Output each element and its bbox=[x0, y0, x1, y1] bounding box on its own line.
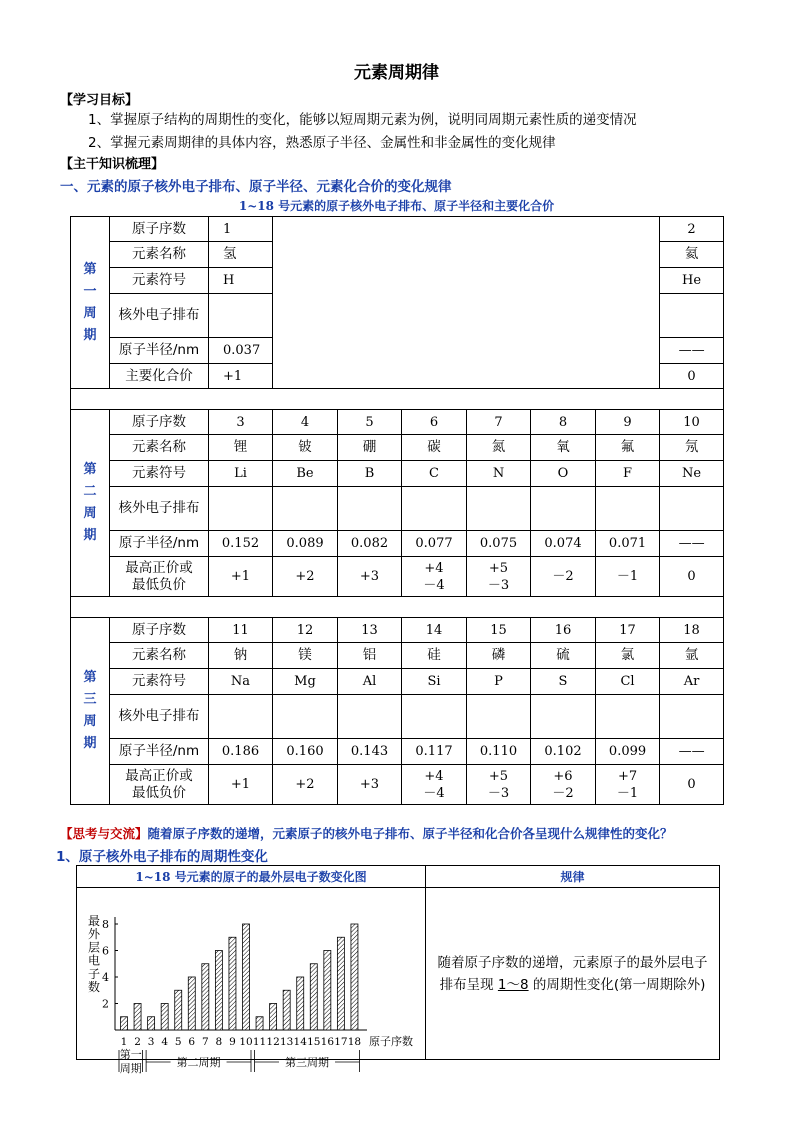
bar bbox=[175, 990, 182, 1030]
page-title: 元素周期律 bbox=[354, 63, 439, 83]
rule-range: 1～8 bbox=[497, 976, 529, 993]
element-cell: +5 －3 bbox=[467, 557, 531, 597]
element-cell: Ar bbox=[660, 669, 724, 695]
row-label: 原子半径/nm bbox=[110, 739, 209, 765]
element-cell: 12 bbox=[273, 618, 338, 643]
think-tag: 【思考与交流】 bbox=[60, 826, 148, 841]
knowledge-header: 【主干知识梳理】 bbox=[60, 157, 165, 172]
element-cell: 5 bbox=[338, 410, 402, 435]
x-tick-label: 13 bbox=[279, 1036, 294, 1048]
x-axis-label: 原子序数 bbox=[369, 1035, 413, 1048]
element-cell: 0.077 bbox=[402, 531, 467, 557]
bar bbox=[337, 937, 344, 1030]
element-cell: O bbox=[531, 461, 596, 487]
element-cell: 0 bbox=[660, 364, 724, 389]
x-tick-label: 15 bbox=[307, 1036, 321, 1048]
element-cell bbox=[660, 487, 724, 531]
element-cell: 0.143 bbox=[338, 739, 402, 765]
row-label: 最高正价或 最低负价 bbox=[110, 557, 209, 597]
bar bbox=[243, 924, 250, 1030]
x-tick-label: 1 bbox=[120, 1036, 128, 1048]
bar bbox=[148, 1017, 155, 1030]
element-cell: 3 bbox=[209, 410, 273, 435]
y-tick-label: 2 bbox=[102, 997, 109, 1011]
element-cell: He bbox=[660, 268, 724, 294]
element-cell: Ne bbox=[660, 461, 724, 487]
row-label: 元素名称 bbox=[110, 643, 209, 669]
element-cell: 6 bbox=[402, 410, 467, 435]
element-cell: +2 bbox=[273, 765, 338, 805]
element-cell: 硼 bbox=[338, 435, 402, 461]
element-cell: 氮 bbox=[467, 435, 531, 461]
think-text: 随着原子序数的递增，元素原子的核外电子排布、原子半径和化合价各呈现什么规律性的变化？ bbox=[147, 826, 673, 841]
element-cell: 13 bbox=[338, 618, 402, 643]
element-cell: 0.117 bbox=[402, 739, 467, 765]
x-tick-label: 16 bbox=[320, 1036, 335, 1048]
rule-cell bbox=[426, 888, 720, 1060]
y-axis-label-char: 子 bbox=[87, 966, 101, 981]
element-cell: +3 bbox=[338, 557, 402, 597]
element-cell: —— bbox=[660, 338, 724, 364]
x-tick-label: 9 bbox=[229, 1036, 236, 1048]
element-cell: +7 －1 bbox=[596, 765, 660, 805]
element-cell: 7 bbox=[467, 410, 531, 435]
table-row bbox=[71, 669, 724, 695]
element-cell bbox=[467, 487, 531, 531]
subsection-1-title: 1、原子核外电子排布的周期性变化 bbox=[56, 849, 268, 865]
element-cell: 镁 bbox=[273, 643, 338, 669]
objectives-header: 【学习目标】 bbox=[60, 93, 139, 108]
element-cell: 0.071 bbox=[596, 531, 660, 557]
y-axis-label-char: 数 bbox=[87, 980, 101, 994]
row-label: 最高正价或 最低负价 bbox=[110, 765, 209, 805]
bar bbox=[297, 977, 304, 1030]
row-label: 原子半径/nm bbox=[110, 338, 209, 364]
row-label: 核外电子排布 bbox=[110, 294, 209, 338]
element-cell: —— bbox=[660, 739, 724, 765]
y-tick-label: 6 bbox=[102, 944, 109, 958]
element-cell: 9 bbox=[596, 410, 660, 435]
element-cell: +2 bbox=[273, 557, 338, 597]
row-label: 原子序数 bbox=[110, 217, 209, 242]
row-label: 主要化合价 bbox=[110, 364, 209, 389]
element-cell bbox=[209, 487, 273, 531]
element-cell: Cl bbox=[596, 669, 660, 695]
element-cell: +1 bbox=[209, 364, 273, 389]
y-axis-label-char: 电 bbox=[87, 953, 101, 968]
table-row bbox=[71, 557, 724, 597]
element-cell: P bbox=[467, 669, 531, 695]
element-cell: 钠 bbox=[209, 643, 273, 669]
x-tick-label: 8 bbox=[215, 1036, 223, 1048]
element-cell: +6 －2 bbox=[531, 765, 596, 805]
element-cell: 氟 bbox=[596, 435, 660, 461]
element-cell: +4 －4 bbox=[402, 765, 467, 805]
element-cell: 0.075 bbox=[467, 531, 531, 557]
element-cell: 氧 bbox=[531, 435, 596, 461]
element-cell bbox=[531, 487, 596, 531]
rule-header: 规律 bbox=[426, 866, 720, 888]
row-label: 元素符号 bbox=[110, 669, 209, 695]
element-cell: 氖 bbox=[660, 435, 724, 461]
element-cell: 氩 bbox=[660, 643, 724, 669]
element-cell bbox=[273, 487, 338, 531]
element-cell: —— bbox=[660, 531, 724, 557]
x-tick-label: 5 bbox=[174, 1036, 182, 1048]
period-spacer bbox=[71, 597, 724, 618]
period-label: 第一 bbox=[119, 1048, 142, 1061]
element-cell: Li bbox=[209, 461, 273, 487]
chart-cell bbox=[77, 888, 426, 1075]
x-tick-label: 18 bbox=[347, 1036, 362, 1048]
row-label: 原子序数 bbox=[110, 410, 209, 435]
table-row bbox=[71, 739, 724, 765]
element-cell: 0.099 bbox=[596, 739, 660, 765]
element-cell bbox=[402, 695, 467, 739]
element-cell: －1 bbox=[596, 557, 660, 597]
element-cell: 氢 bbox=[209, 242, 273, 268]
element-cell: 16 bbox=[531, 618, 596, 643]
element-cell: 2 bbox=[660, 217, 724, 242]
bar bbox=[188, 977, 195, 1030]
bar bbox=[351, 924, 358, 1030]
bar bbox=[324, 951, 331, 1031]
blank-area bbox=[273, 217, 660, 389]
x-tick-label: 12 bbox=[266, 1036, 280, 1048]
element-cell bbox=[273, 695, 338, 739]
element-cell bbox=[596, 695, 660, 739]
element-cell: 硫 bbox=[531, 643, 596, 669]
table-row bbox=[71, 487, 724, 531]
element-cell: 0.160 bbox=[273, 739, 338, 765]
section-1-title: 一、元素的原子核外电子排布、原子半径、元素化合价的变化规律 bbox=[60, 179, 452, 195]
element-cell bbox=[402, 487, 467, 531]
element-cell: Al bbox=[338, 669, 402, 695]
element-cell: Mg bbox=[273, 669, 338, 695]
element-cell bbox=[209, 695, 273, 739]
table-row bbox=[71, 643, 724, 669]
rule-text bbox=[426, 952, 719, 996]
element-cell bbox=[660, 294, 724, 338]
element-cell: 铍 bbox=[273, 435, 338, 461]
bar bbox=[283, 990, 290, 1030]
chart-header: 1~18 号元素的原子的最外层电子数变化图 bbox=[77, 866, 426, 888]
period-label: 第三周期 bbox=[285, 1056, 329, 1069]
element-cell: 17 bbox=[596, 618, 660, 643]
element-cell: 11 bbox=[209, 618, 273, 643]
row-label: 元素名称 bbox=[110, 242, 209, 268]
element-cell: 0.102 bbox=[531, 739, 596, 765]
y-tick-label: 4 bbox=[102, 971, 109, 984]
y-axis-label-char: 最 bbox=[87, 914, 101, 928]
objective-1: 1、掌握原子结构的周期性的变化，能够以短周期元素为例，说明同周期元素性质的递变情况 bbox=[88, 112, 637, 128]
element-cell: 锂 bbox=[209, 435, 273, 461]
x-tick-label: 14 bbox=[293, 1036, 307, 1048]
element-cell bbox=[209, 294, 273, 338]
element-cell: 硅 bbox=[402, 643, 467, 669]
element-cell: N bbox=[467, 461, 531, 487]
element-cell: 氯 bbox=[596, 643, 660, 669]
element-cell: 0 bbox=[660, 765, 724, 805]
row-label: 原子序数 bbox=[110, 618, 209, 643]
table-row bbox=[71, 410, 724, 435]
period-spacer bbox=[71, 389, 724, 410]
element-cell: －2 bbox=[531, 557, 596, 597]
element-cell: B bbox=[338, 461, 402, 487]
row-label: 核外电子排布 bbox=[110, 487, 209, 531]
bar bbox=[134, 1004, 141, 1031]
x-tick-label: 3 bbox=[147, 1036, 155, 1048]
x-tick-label: 7 bbox=[201, 1036, 209, 1048]
element-cell bbox=[660, 695, 724, 739]
bar bbox=[256, 1017, 263, 1030]
element-cell: 15 bbox=[467, 618, 531, 643]
bar bbox=[310, 964, 317, 1030]
element-cell: +5 －3 bbox=[467, 765, 531, 805]
element-cell: 0.089 bbox=[273, 531, 338, 557]
element-cell: +4 －4 bbox=[402, 557, 467, 597]
rule-suffix: 的周期性变化(第一周期除外) bbox=[528, 976, 706, 993]
element-cell: 0.082 bbox=[338, 531, 402, 557]
element-cell: 10 bbox=[660, 410, 724, 435]
element-cell: Be bbox=[273, 461, 338, 487]
element-cell: 8 bbox=[531, 410, 596, 435]
bar bbox=[121, 1017, 128, 1030]
bar bbox=[270, 1004, 277, 1031]
element-cell: 0 bbox=[660, 557, 724, 597]
outer-electron-chart bbox=[77, 888, 426, 1075]
objective-2: 2、掌握元素周期律的具体内容，熟悉原子半径、金属性和非金属性的变化规律 bbox=[88, 135, 556, 151]
element-cell: +3 bbox=[338, 765, 402, 805]
element-cell bbox=[338, 695, 402, 739]
x-tick-label: 11 bbox=[252, 1036, 267, 1048]
bar bbox=[215, 951, 222, 1031]
element-cell: 18 bbox=[660, 618, 724, 643]
element-cell bbox=[338, 487, 402, 531]
element-cell: +1 bbox=[209, 557, 273, 597]
element-cell: F bbox=[596, 461, 660, 487]
element-cell: C bbox=[402, 461, 467, 487]
element-cell: +1 bbox=[209, 765, 273, 805]
element-cell: Si bbox=[402, 669, 467, 695]
x-tick-label: 2 bbox=[134, 1036, 141, 1048]
rule-prefix: 随着原子序数的递增，元素原子的最外层电子排布呈现 bbox=[437, 954, 708, 993]
table-row bbox=[71, 461, 724, 487]
element-cell: 0.074 bbox=[531, 531, 596, 557]
table-row bbox=[71, 695, 724, 739]
period-label: 第二周期 bbox=[176, 1056, 221, 1069]
period-label: 第 三 周 期 bbox=[71, 618, 110, 805]
table-caption: 1~18 号元素的原子核外电子排布、原子半径和主要化合价 bbox=[238, 199, 555, 213]
element-cell: 铝 bbox=[338, 643, 402, 669]
row-label: 原子半径/nm bbox=[110, 531, 209, 557]
element-cell: 4 bbox=[273, 410, 338, 435]
x-tick-label: 4 bbox=[161, 1036, 169, 1048]
element-cell: H bbox=[209, 268, 273, 294]
element-cell: 0.152 bbox=[209, 531, 273, 557]
row-label: 元素名称 bbox=[110, 435, 209, 461]
y-axis-label-char: 外 bbox=[87, 927, 101, 942]
row-label: 元素符号 bbox=[110, 268, 209, 294]
row-label: 元素符号 bbox=[110, 461, 209, 487]
table-row bbox=[71, 765, 724, 805]
period-label: 周期 bbox=[119, 1062, 142, 1075]
y-tick-label: 8 bbox=[102, 918, 109, 931]
periodic-table bbox=[70, 216, 724, 805]
x-tick-label: 10 bbox=[239, 1036, 253, 1048]
table-row bbox=[71, 217, 724, 242]
element-cell bbox=[531, 695, 596, 739]
element-cell: Na bbox=[209, 669, 273, 695]
element-cell: 14 bbox=[402, 618, 467, 643]
element-cell: 0.037 bbox=[209, 338, 273, 364]
element-cell: 氦 bbox=[660, 242, 724, 268]
bar bbox=[161, 1004, 168, 1031]
bar bbox=[202, 964, 209, 1030]
row-label: 核外电子排布 bbox=[110, 695, 209, 739]
element-cell bbox=[596, 487, 660, 531]
table-row bbox=[71, 531, 724, 557]
period-label: 第 二 周 期 bbox=[71, 410, 110, 597]
table-row bbox=[71, 435, 724, 461]
element-cell: 磷 bbox=[467, 643, 531, 669]
period-label: 第 一 周 期 bbox=[71, 217, 110, 389]
element-cell: 碳 bbox=[402, 435, 467, 461]
element-cell: 0.110 bbox=[467, 739, 531, 765]
bar bbox=[229, 937, 236, 1030]
outer-electron-table bbox=[76, 865, 720, 1075]
y-axis-label-char: 层 bbox=[87, 940, 101, 955]
x-tick-label: 6 bbox=[188, 1036, 196, 1048]
think-exchange bbox=[60, 824, 673, 842]
element-cell: S bbox=[531, 669, 596, 695]
element-cell: 1 bbox=[209, 217, 273, 242]
element-cell bbox=[467, 695, 531, 739]
table-row bbox=[71, 618, 724, 643]
element-cell: 0.186 bbox=[209, 739, 273, 765]
x-tick-label: 17 bbox=[334, 1036, 348, 1048]
